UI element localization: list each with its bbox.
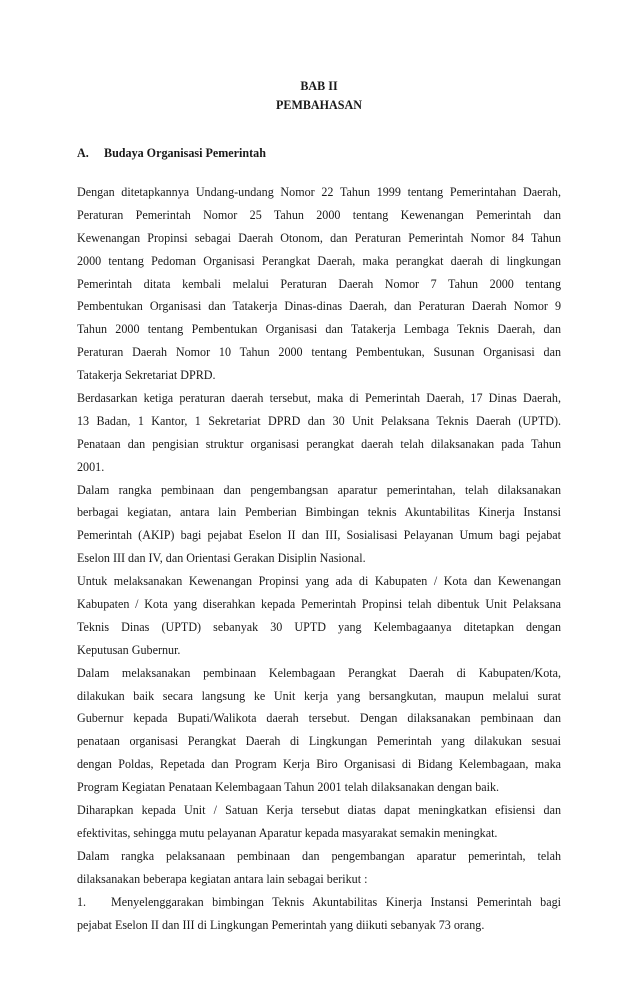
- list-item-line-2: pejabat Eselon II dan III di Lingkungan Pemerintah yang diikuti sebanyak 73 orang.: [77, 917, 485, 932]
- text-line: 13 Badan, 1 Kantor, 1 Sekretariat DPRD dan 30 Unit Pelaksana Teknis Daerah (UPTD).: [77, 413, 561, 428]
- section-title: Budaya Organisasi Pemerintah: [104, 146, 266, 160]
- chapter-label: BAB II: [300, 79, 338, 93]
- text-line: Dengan ditetapkannya Undang-undang Nomor 22 Tahun 1999 tentang Pemerintahan Daerah,: [77, 185, 561, 199]
- section-number: A.: [77, 146, 89, 160]
- paragraph-7: [77, 845, 561, 891]
- paragraph-2: [77, 387, 561, 479]
- text-line: 2001.: [77, 459, 105, 474]
- text-line: Eselon III dan IV, dan Orientasi Gerakan Disiplin Nasional.: [77, 551, 366, 566]
- text-line: penataan organisasi Perangkat Daerah di Lingkungan Pemerintah yang dilakukan sesuai: [77, 734, 561, 749]
- text-line: dilakukan baik secara langsung ke Unit kerja yang bersangkutan, maupun melalui surat: [77, 688, 561, 703]
- text-line: Pembentukan Organisasi dan Tatakerja Dinas-dinas Daerah, dan Peraturan Daerah Nomor 9: [77, 299, 561, 314]
- paragraphs: [77, 181, 561, 891]
- paragraph-5: [77, 662, 561, 799]
- text-line: dilaksanakan beberapa kegiatan antara lain sebagai berikut :: [77, 871, 368, 886]
- paragraph-3: [77, 479, 561, 571]
- text-line: Tatakerja Sekretariat DPRD.: [77, 368, 216, 383]
- text-line: Peraturan Pemerintah Nomor 25 Tahun 2000 tentang Kewenangan Pemerintah dan: [77, 207, 561, 222]
- chapter-title: PEMBAHASAN: [275, 98, 362, 112]
- text-line: Teknis Dinas (UPTD) sebanyak 30 UPTD yang Kelembagaanya ditetapkan dengan: [77, 619, 561, 634]
- list-item-number: 1.: [77, 894, 87, 909]
- paragraph-1: [77, 181, 561, 387]
- list-item-line-1: Menyelenggarakan bimbingan Teknis Akuntabilitas Kinerja Instansi Pemerintah bagi: [111, 894, 561, 909]
- text-line: dengan Poldas, Repetada dan Program Kerja Biro Organisasi di Bidang Kelembagaan, maka: [77, 757, 561, 772]
- text-line: Pemerintah ditata kembali melalui Peraturan Daerah Nomor 7 Tahun 2000 tentang: [77, 276, 561, 291]
- text-line: Gubernur kepada Bupati/Walikota daerah tersebut. Dengan dilaksanakan pembinaan dan: [77, 711, 561, 726]
- text-line: Keputusan Gubernur.: [77, 642, 181, 657]
- document-body: [77, 181, 561, 936]
- section-heading: [77, 146, 266, 161]
- text-line: Peraturan Daerah Nomor 10 Tahun 2000 tentang Pembentukan, Susunan Organisasi dan: [77, 345, 561, 360]
- text-line: Untuk melaksanakan Kewenangan Propinsi yang ada di Kabupaten / Kota dan Kewenangan: [77, 574, 561, 589]
- text-line: Dalam rangka pembinaan dan pengembangsan aparatur pemerintahan, telah dilaksanakan: [77, 482, 561, 497]
- text-line: Program Kegiatan Penataan Kelembagaan Tahun 2001 telah dilaksanakan dengan baik.: [77, 780, 500, 795]
- text-line: Pemerintah (AKIP) bagi pejabat Eselon II dan III, Sosialisasi Pelayanan Umum bagi pejabat: [77, 528, 561, 543]
- text-line: Berdasarkan ketiga peraturan daerah tersebut, maka di Pemerintah Daerah, 17 Dinas Daerah,: [77, 391, 561, 406]
- list-item-1: [77, 891, 561, 937]
- text-line: Kewenangan Propinsi sebagai Daerah Otonom, dan Peraturan Pemerintah Nomor 84 Tahun: [77, 230, 561, 245]
- text-line: Penataan dan pengisian struktur organisasi perangkat daerah telah dilaksanakan pada Tahun: [77, 436, 561, 451]
- paragraph-6: [77, 799, 561, 845]
- text-line: Tahun 2000 tentang Pembentukan Organisasi dan Tatakerja Lembaga Teknis Daerah, dan: [77, 322, 561, 337]
- text-line: Dalam melaksanakan pembinaan Kelembagaan Perangkat Daerah di Kabupaten/Kota,: [77, 665, 561, 680]
- list-item-first-line: [77, 891, 561, 914]
- text-line: Diharapkan kepada Unit / Satuan Kerja tersebut diatas dapat meningkatkan efisiensi dan: [77, 803, 561, 818]
- text-line: berbagai kegiatan, antara lain Pemberian Bimbingan teknis Akuntabilitas Kinerja Instansi: [77, 505, 561, 520]
- text-line: Kabupaten / Kota yang diserahkan kepada Pemerintah Propinsi telah dibentuk Unit Pelaksana: [77, 597, 561, 612]
- paragraph-4: [77, 570, 561, 662]
- text-line: 2000 tentang Pedoman Organisasi Perangkat Daerah, maka perangkat daerah di lingkungan: [77, 253, 561, 268]
- text-line: efektivitas, sehingga mutu pelayanan Aparatur kepada masyarakat semakin meningkat.: [77, 825, 498, 840]
- text-line: Dalam rangka pelaksanaan pembinaan dan pengembangan aparatur pemerintah, telah: [77, 848, 561, 863]
